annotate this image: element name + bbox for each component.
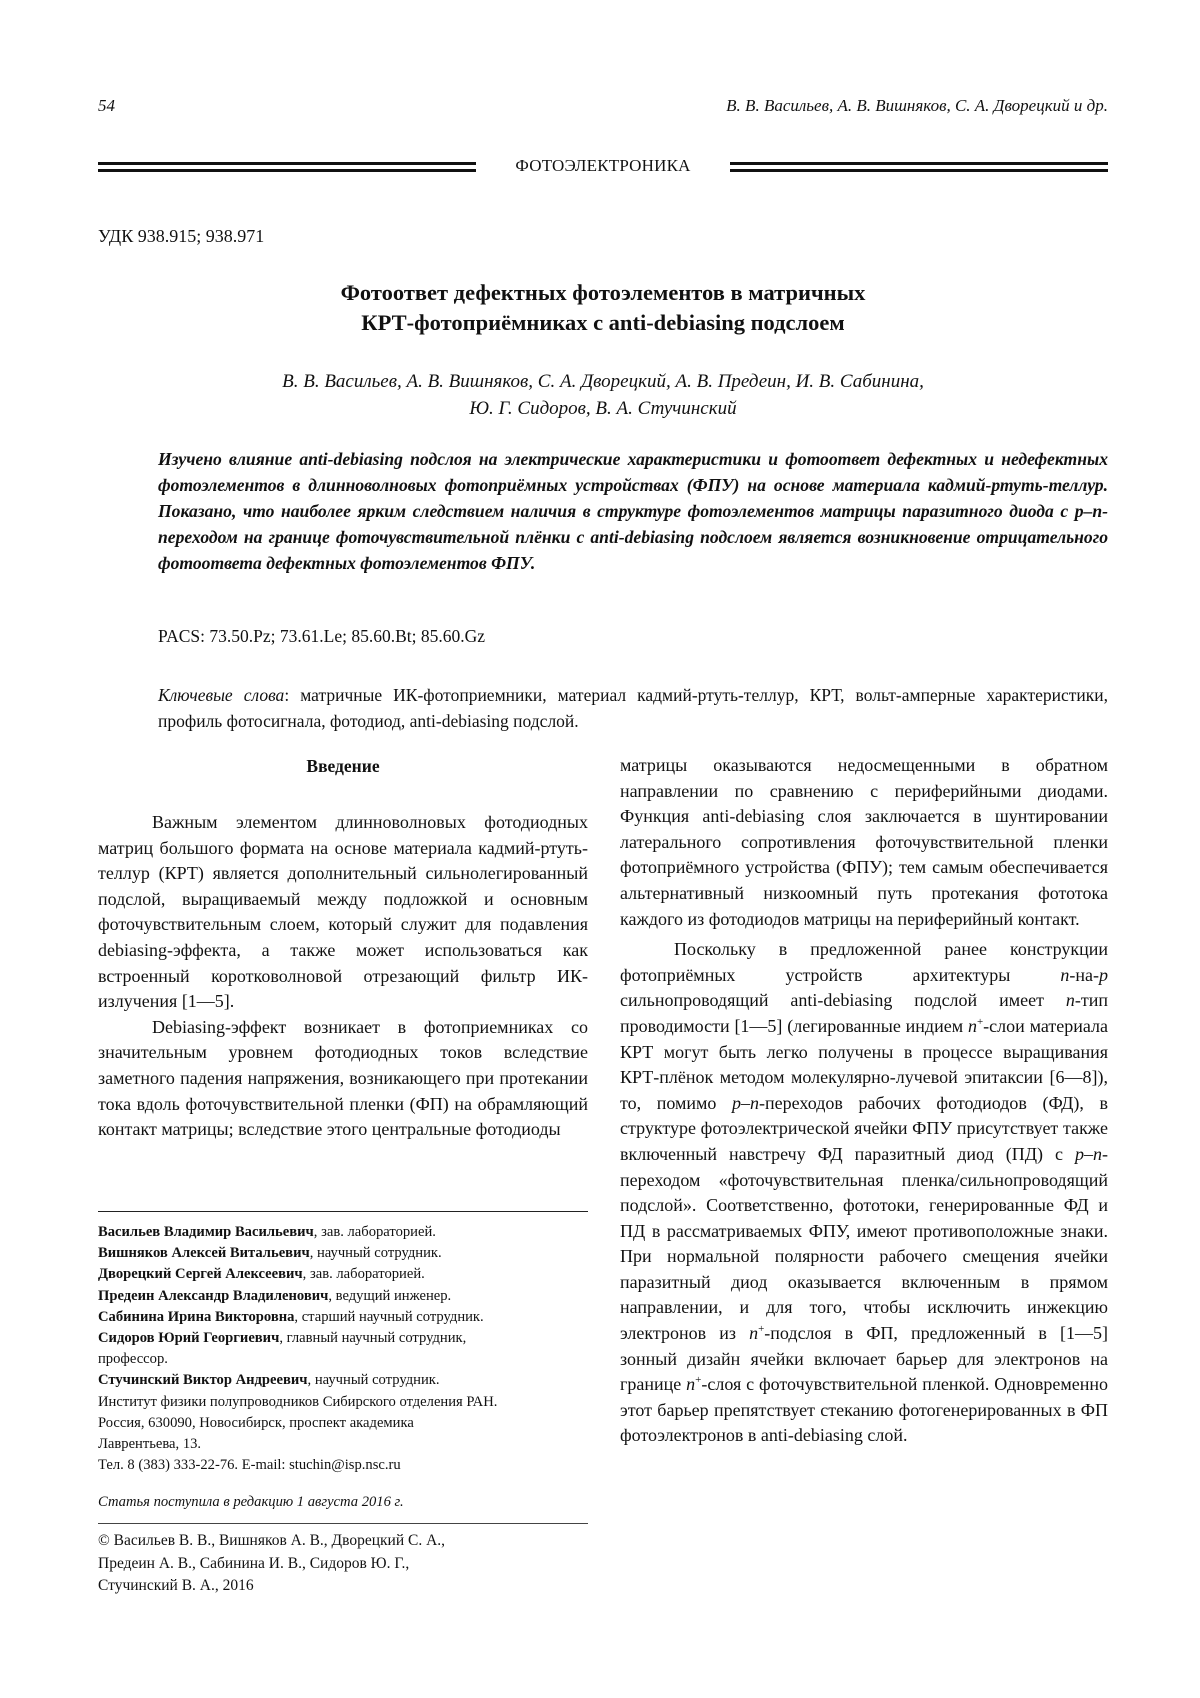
intro-heading: Введение (306, 756, 380, 776)
udk-code: УДК 938.915; 938.971 (98, 226, 265, 246)
affiliation-row: Предеин Александр Владиленович, ведущий инженер. (98, 1287, 452, 1304)
section-rule-left (98, 162, 476, 172)
section-rule-right (730, 162, 1108, 172)
affiliation-row: Сидоров Юрий Георгиевич, главный научный сотрудник, (98, 1330, 467, 1347)
institute-line: Институт физики полупроводников Сибирского отделения РАН. (98, 1393, 498, 1410)
affiliation-row: Стучинский Виктор Андреевич, научный сотрудник. (98, 1372, 440, 1389)
copyright-line: Стучинский В. А., 2016 (98, 1577, 254, 1595)
keywords-text: : матричные ИК-фотоприемники, материал кадмий-ртуть-теллур, КРТ, вольт-амперные характеристики, профиль фотосигнала, фотодиод, anti-debiasing подслой. (158, 685, 1109, 731)
right-paragraph-1: матрицы оказываются недосмещенными в обратном направлении по сравнению с периферийными диодами. Функция anti-debiasing слоя заключается в шунтировании латерального сопротивления фоточувствительной пленки фотоприёмного устройства (ФПУ); тем самым обеспечивается альтернативный низкоомный путь протекания фототока каждого из фотодиодов матрицы на периферийный контакт. (620, 755, 1108, 929)
intro-paragraph-1: Важным элементом длинноволновых фотодиодных матриц большого формата на основе материала кадмий-ртуть-теллур (КРТ) является дополнительный сильнолегированный подслой, выращиваемый между подложкой и основным фоточувствительным слоем, который служит для подавления debiasing-эффекта, а также может использоваться как встроенный коротковолновой отрезающий фильтр ИК-излучения [1—5]. (98, 812, 588, 1012)
page-number: 54 (98, 96, 115, 115)
copyright-divider (98, 1523, 588, 1524)
section-title: ФОТОЭЛЕКТРОНИКА (515, 156, 691, 175)
left-column-text (98, 800, 588, 1143)
authors-line-1: В. В. Васильев, А. В. Вишняков, С. А. Дворецкий, А. В. Предеин, И. В. Сабинина, (282, 371, 924, 392)
copyright-line: © Васильев В. В., Вишняков А. В., Дворецкий С. А., (98, 1532, 446, 1549)
keywords (158, 682, 1108, 734)
author-list (98, 368, 1108, 422)
intro-paragraph-2: Debiasing-эффект возникает в фотоприемниках со значительным уровнем фотодиодных токов вследствие заметного падения напряжения, возникающего при протекании тока вдоль фоточувствительной пленки (ФП) на обрамляющий контакт матрицы; вследствие этого центральные фотодиоды (98, 1016, 588, 1140)
institute-line: Лаврентьева, 13. (98, 1436, 202, 1453)
abstract: Изучено влияние anti-debiasing подслоя на электрические характеристики и фотоответ дефектных и недефектных фотоэлементов в длинноволновых фотоприёмных устройствах (ФПУ) на основе материала кадмий-ртуть-теллур. Показано, что наиболее ярким следствием наличия в структуре фотоэлементов матрицы паразитного диода с p–n-переходом на границе фоточувствительной плёнки с anti-debiasing подслоем является возникновение отрицательного фотоответа дефектных фотоэлементов ФПУ. (158, 449, 1108, 573)
author-affiliations (98, 1222, 598, 1476)
contact-line: Тел. 8 (383) 333-22-76. E-mail: stuchin@isp.nsc.ru (98, 1457, 401, 1474)
affiliation-row: Васильев Владимир Васильевич, зав. лабораторией. (98, 1224, 436, 1240)
affiliation-row: Вишняков Алексей Витальевич, научный сотрудник. (98, 1245, 442, 1262)
running-header-authors: В. В. Васильев, А. В. Вишняков, С. А. Дворецкий и др. (726, 96, 1108, 115)
right-column-text (620, 753, 1108, 1449)
title-line-1: Фотоответ дефектных фотоэлементов в матричных (340, 280, 866, 305)
pacs-codes: PACS: 73.50.Pz; 73.61.Le; 85.60.Bt; 85.60.Gz (158, 626, 486, 646)
received-date: Статья поступила в редакцию 1 августа 2016 г. (98, 1494, 404, 1510)
authors-line-2: Ю. Г. Сидоров, В. А. Стучинский (469, 398, 737, 419)
copyright-notice (98, 1530, 598, 1598)
affiliation-row: Сабинина Ирина Викторовна, старший научный сотрудник. (98, 1308, 484, 1325)
article-title (98, 278, 1108, 338)
copyright-line: Предеин А. В., Сабинина И. В., Сидоров Ю. Г., (98, 1554, 410, 1572)
section-banner (98, 156, 1108, 178)
keywords-label: Ключевые слова (158, 685, 285, 705)
affiliation-row: Дворецкий Сергей Алексеевич, зав. лабораторией. (98, 1266, 425, 1283)
title-line-2: КРТ-фотоприёмниках с anti-debiasing подслоем (361, 310, 845, 335)
institute-line: Россия, 630090, Новосибирск, проспект академика (98, 1414, 414, 1431)
footnote-divider (98, 1211, 588, 1212)
affiliation-row: профессор. (98, 1351, 168, 1368)
right-paragraph-2: Поскольку в предложенной ранее конструкции фотоприёмных устройств архитектуры n-на-p сильнопроводящий anti-debiasing подслой имеет n-тип проводимости [1—5] (легированные индием n+-слои материала КРТ могут быть легко получены в процессе выращивания КРТ-плёнок методом молекулярно-лучевой эпитаксии [6—8]), то, помимо p–n-переходов рабочих фотодиодов (ФД), в структуре фотоэлектрической ячейки ФПУ присутствует также включенный навстречу ФД паразитный диод (ПД) с p–n-переходом «фоточувствительная пленка/сильнопроводящий подслой». Соответственно, фототоки, генерированные ФД и ПД в рассматриваемых ФПУ, имеют противоположные знаки. При нормальной полярности рабочего смещения ячейки паразитный диод оказывается включенным в прямом направлении, и для того, чтобы исключить инжекцию электронов из n+-подслоя в ФП, предложенный в [1—5] зонный дизайн ячейки включает барьер для электронов на границе n+-слоя с фоточувствительной пленкой. Одновременно этот барьер препятствует стеканию фотогенерированных в ФП фотоэлектронов в anti-debiasing слой. (620, 939, 1109, 1446)
